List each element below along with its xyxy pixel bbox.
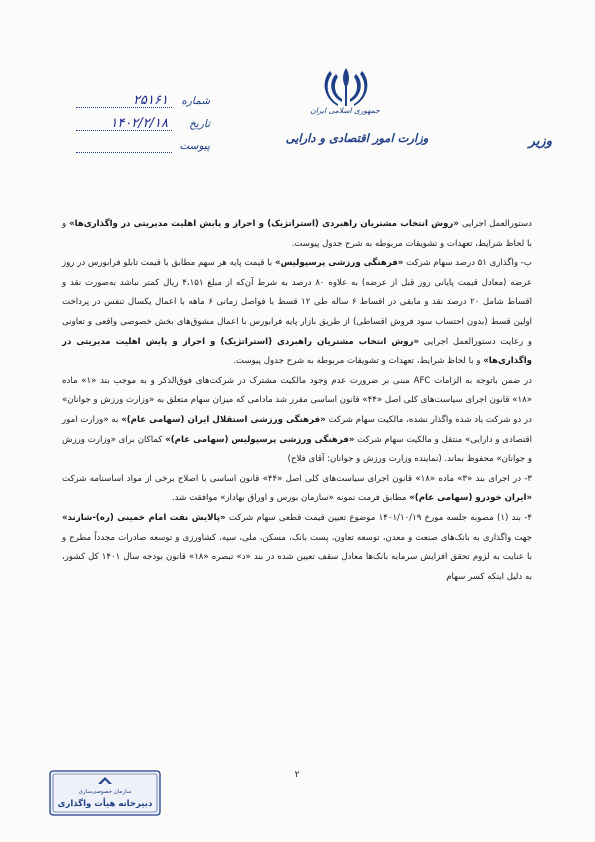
ministry-name: وزارت امور اقتصادی و دارایی: [285, 131, 429, 145]
text-run: با قیمت پایه هر سهم مطابق با قیمت تابلو فرابورس در روز عرضه (معادل قیمت پایانی روز قبل از عرضه) به علاوه ۸۰ درصد به شرط آن‌که از مبلغ ۴،۱۵۱ ریال کمتر نباشد به‌صورت نقد و اقساط شامل ۲۰ درصد نقد و مابقی در اقساط ۶ ساله طی ۱۲ قسط با فواصل زمانی ۶ ماهه با اعمال یکسال تنفس در پرداخت اولین قسط (بدون احتساب سود فروش اقساطی) از طریق بازار پایه فرابورس با اعمال مشوق‌های بخش خصوصی واقعی و تعاونی و رعایت دستورالعمل اجرایی: [62, 258, 533, 347]
stamp-org: سازمان خصوصی‌سازی: [78, 789, 132, 795]
text-run: کماکان برای «وزارت ورزش و جوانان» محفوظ بماند. (نماینده وزارت ورزش و جوانان: آقای فلاح): [62, 434, 532, 465]
text-run: و با لحاظ شرایط، تعهدات و تشویقات مربوطه به شرح جدول پیوست.: [62, 219, 532, 249]
stamp-unit: دبیرخانه هیأت واگذاری: [57, 799, 153, 809]
text-run: ۳- در اجرای بند «۳» ماده «۱۸» قانون اجرای سیاست‌های کلی اصل «۴۴» قانون اساسی با اصلاح برخی از مواد اساسنامه شرکت: [62, 473, 532, 484]
number-value: ۲۵۱۶۱: [133, 93, 168, 108]
date-label: تاریخ: [189, 118, 210, 130]
text-run-bold: «فرهنگی ورزشی پرسپولیس (سهامی عام)»: [165, 434, 355, 445]
paragraph-afc: [62, 372, 532, 470]
date-value: ۱۴۰۲/۲/۱۸: [110, 116, 168, 131]
letter-body: [62, 215, 532, 587]
date-field: [70, 118, 210, 136]
iran-emblem-icon: [318, 66, 374, 110]
secretariat-stamp: [49, 770, 161, 816]
text-run: در ضمن باتوجه به الزامات AFC مبنی بر ضرورت عدم وجود مالکیت مشترک در شرکت‌های فوق‌الذکر و به موجب بند «۱» ماده «۱۸» قانون اجرای سیاست‌های کلی اصل «۴۴» قانون اساسی مقرر شد مادامی که میزان سهام متعلق به «وزارت ورزش و جوانان» در دو شرکت یاد شده واگذار نشده، مالکیت سهام شرکت: [62, 375, 532, 425]
text-run: ب- واگذاری ۵۱ درصد سهام شرکت: [403, 258, 532, 269]
text-run-bold: «فرهنگی ورزشی استقلال ایران (سهامی عام)»: [121, 414, 326, 425]
attachment-label: پیوست: [179, 140, 210, 152]
attachment-field: [70, 140, 210, 158]
text-run-bold: «ایران خودرو (سهامی عام)»: [409, 493, 532, 504]
page-number: ۲: [294, 770, 300, 780]
text-run: و با لحاظ شرایط، تعهدات و تشویقات مربوطه به شرح جدول پیوست.: [233, 356, 484, 367]
text-run-bold: «روش انتخاب مشتریان راهبردی (استراتژیک) و احراز و پایش اهلیت مدیریتی در واگذاری‌ها»: [62, 336, 532, 367]
paragraph-b: [62, 254, 532, 372]
text-run: ۴- بند (۱) مصوبه جلسه مورخ ۱۴۰۱/۱۰/۱۹ موضوع تعیین قیمت قطعی سهام شرکت: [225, 512, 532, 523]
text-run: دستورالعمل اجرایی: [458, 219, 533, 229]
republic-name: جمهوری اسلامی ایران: [310, 106, 380, 115]
paragraph-instructions: [62, 215, 532, 254]
minister-title: وزیر: [528, 134, 552, 149]
number-field: [70, 95, 210, 113]
text-run: مطابق فرمت نمونه «سازمان بورس و اوراق بهادار» موافقت شد.: [171, 493, 410, 504]
text-run-bold: «پالایش نفت امام خمینی (ره)-شازند»: [62, 512, 226, 523]
number-label: شماره: [181, 95, 210, 107]
text-run: جهت واگذاری به بانک‌های صنعت و معدن، توسعه تعاون، پست بانک، مسکن، ملی، سپه، کشاورزی و توسعه صادرات مجدداً مطرح و با عنایت به لزوم تحقق افزایش سرمایه بانک‌ها معادل سقف تعیین شده در بند «د» تبصره «۱۸» قانون بودجه سال ۱۴۰۱ کل کشور، به دلیل اینکه کسر سهام: [62, 532, 532, 582]
text-run: به «وزارت امور اقتصادی و دارایی» منتقل و مالکیت سهام شرکت: [62, 414, 532, 445]
paragraph-3: [62, 470, 532, 509]
paragraph-4: [62, 509, 532, 587]
text-run-bold: «فرهنگی ورزشی پرسپولیس»: [274, 258, 404, 269]
text-run-bold: «روش انتخاب مشتریان راهبردی (استراتژیک) و احراز و پایش اهلیت مدیریتی در واگذاری‌ها»: [69, 219, 459, 229]
